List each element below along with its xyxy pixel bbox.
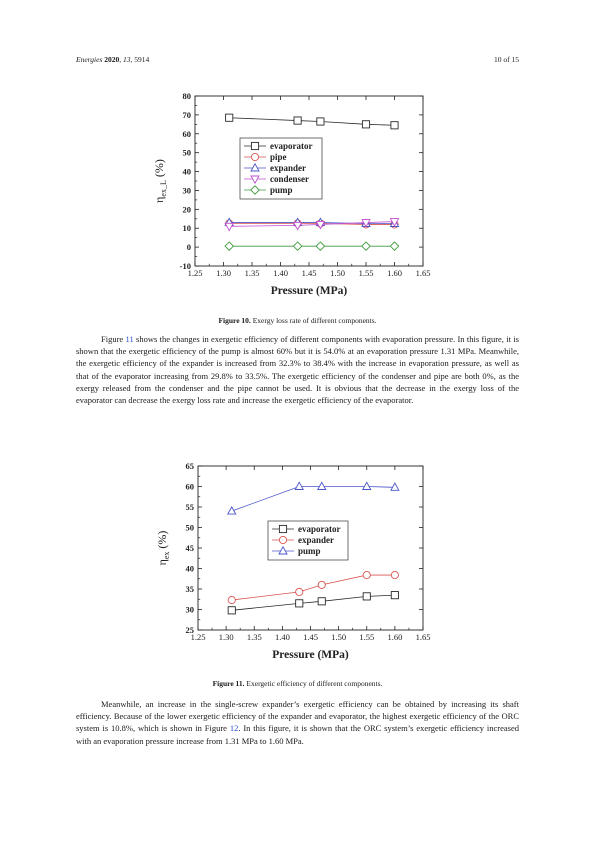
y-tick-label: 70: [182, 109, 191, 120]
series-pump: [228, 482, 399, 514]
data-point-evaporator: [362, 121, 369, 128]
page-number: 10 of 15: [494, 55, 519, 64]
series-evaporator: [228, 592, 398, 614]
figure-10-text: Exergy loss rate of different components.: [252, 316, 377, 325]
data-point-condenser: [225, 223, 233, 230]
y-tick-label: 35: [185, 584, 194, 594]
y-tick-label: 80: [182, 91, 191, 101]
data-point-evaporator: [391, 592, 398, 599]
x-tick-label: 1.40: [273, 268, 288, 278]
data-point-pump: [225, 242, 233, 250]
x-tick-label: 1.30: [216, 268, 231, 278]
data-point-pump: [316, 242, 324, 250]
figure-11-reference-link[interactable]: 11: [125, 334, 134, 344]
x-tick-label: 1.65: [415, 268, 431, 278]
data-point-expander: [363, 571, 370, 578]
x-tick-label: 1.35: [246, 632, 262, 642]
y-tick-label: 55: [185, 502, 194, 512]
y-tick-label: -10: [179, 261, 191, 271]
legend-marker-pipe: [251, 153, 258, 160]
y-tick-label: 50: [182, 147, 191, 158]
y-tick-label: 20: [182, 204, 191, 215]
y-tick-label: 30: [185, 604, 194, 615]
data-point-pump: [362, 242, 370, 250]
x-axis-label: Pressure (MPa): [272, 649, 349, 661]
x-tick-label: 1.50: [331, 632, 347, 642]
x-tick-label: 1.25: [190, 632, 206, 642]
legend-label-pipe: pipe: [270, 152, 287, 163]
data-point-pump: [295, 482, 303, 489]
data-point-pump: [293, 242, 301, 250]
legend-marker-evaporator: [279, 525, 286, 532]
journal-year: 2020: [104, 55, 120, 64]
x-tick-label: 1.40: [274, 632, 290, 642]
data-point-evaporator: [294, 117, 301, 124]
x-tick-label: 1.45: [303, 632, 318, 642]
data-point-evaporator: [296, 600, 303, 607]
body-paragraph-2: Meanwhile, an increase in the single-screw expander’s exergetic efficiency can be obtained by increasing its shaft efficiency. Because of the lower exergetic efficiency of the expander and evaporator, the highest exergetic efficiency of the ORC system is 10.8%, which is shown in Figure 12. In this figure, it is shown that the ORC system’s exergetic efficiency increased with an evaporation pressure increase from 1.31 MPa to 1.60 MPa.: [76, 699, 519, 746]
figure-11-chart: [0, 455, 595, 675]
x-tick-label: 1.45: [301, 268, 317, 278]
figure-11-label: Figure 11.: [212, 679, 245, 688]
legend-marker-evaporator: [251, 142, 258, 149]
legend-label-expander: expander: [298, 535, 334, 546]
data-point-evaporator: [391, 122, 398, 129]
y-tick-label: 40: [182, 166, 191, 177]
data-point-pump: [391, 483, 399, 490]
journal-volume: 13: [123, 55, 131, 64]
data-point-pump: [390, 242, 398, 250]
figure-10-chart: [0, 85, 595, 310]
figure-11-caption: [0, 679, 595, 688]
data-point-pump: [318, 482, 326, 489]
y-tick-label: 10: [182, 223, 191, 234]
data-point-evaporator: [363, 593, 370, 600]
y-tick-label: 65: [185, 461, 194, 471]
data-point-evaporator: [226, 114, 233, 121]
x-tick-label: 1.25: [187, 268, 203, 278]
data-point-expander: [391, 571, 398, 578]
y-tick-label: 25: [185, 625, 194, 635]
legend: [268, 521, 348, 560]
data-point-expander: [228, 596, 235, 603]
data-point-expander: [296, 588, 303, 595]
series-evaporator: [226, 114, 399, 129]
figure-11-text: Exergetic efficiency of different components.: [246, 679, 383, 688]
data-point-expander: [318, 581, 325, 588]
y-axis-label: $\eta_{ex}$ (%): [155, 530, 171, 566]
y-tick-label: 60: [185, 481, 194, 492]
legend-marker-expander: [279, 536, 286, 543]
y-tick-label: 50: [185, 522, 194, 533]
series-expander: [228, 571, 398, 603]
journal-citation: Energies 2020, 13, 5914: [76, 55, 150, 64]
journal-name: Energies: [76, 55, 103, 64]
figure-10-caption: [0, 316, 595, 325]
y-axis-label: $\eta_{ex\_L}$ (%): [152, 159, 168, 203]
legend-label-expander: expander: [270, 163, 306, 174]
y-tick-label: 40: [185, 563, 194, 574]
x-tick-label: 1.65: [415, 632, 431, 642]
data-point-evaporator: [317, 118, 324, 125]
x-tick-label: 1.60: [387, 632, 403, 642]
x-tick-label: 1.60: [387, 268, 402, 278]
figure-10-label: Figure 10.: [218, 316, 251, 325]
x-tick-label: 1.30: [218, 632, 234, 642]
legend-label-pump: pump: [270, 185, 293, 196]
page-header: [76, 55, 519, 67]
legend-label-pump: pump: [298, 546, 321, 557]
data-point-pump: [363, 482, 371, 489]
data-point-evaporator: [318, 598, 325, 605]
series-pipe: [226, 220, 399, 228]
legend: [240, 138, 322, 199]
series-line-pump: [232, 487, 395, 512]
data-point-evaporator: [228, 607, 235, 614]
x-tick-label: 1.55: [358, 268, 374, 278]
body-paragraph-1: Figure 11 shows the changes in exergetic efficiency of different components with evaporation pressure. In this figure, it is shown that the exergetic efficiency of the pump is almost 60% but it is 54.0% at an evaporation pressure 1.31 MPa. Meanwhile, the exergetic efficiency of the expander is increased from 32.3% to 38.4% with the increase in evaporation pressure, as well as that of the evaporator increasing from 29.8% to 33.5%. The exergetic efficiency of the condenser and pipe are both 0%, as the exergy released from the condenser and the pipe cannot be used. It is obvious that the decrease in the exergy loss of the evaporator can decrease the exergy loss rate and increase the exergetic efficiency of the evaporator.: [76, 334, 519, 406]
series-pump: [225, 242, 399, 250]
x-axis-label: Pressure (MPa): [270, 285, 348, 297]
y-tick-label: 60: [182, 128, 191, 139]
legend-label-evaporator: evaporator: [298, 524, 341, 535]
x-tick-label: 1.35: [244, 268, 260, 278]
y-tick-label: 45: [185, 543, 194, 553]
figure-12-reference-link[interactable]: 12: [229, 723, 239, 734]
x-tick-label: 1.50: [330, 268, 345, 278]
y-tick-label: 30: [182, 185, 191, 196]
legend-label-condenser: condenser: [270, 174, 309, 185]
article-number: 5914: [134, 55, 150, 64]
x-tick-label: 1.55: [359, 632, 375, 642]
y-tick-label: 0: [186, 242, 191, 253]
legend-label-evaporator: evaporator: [270, 141, 313, 152]
